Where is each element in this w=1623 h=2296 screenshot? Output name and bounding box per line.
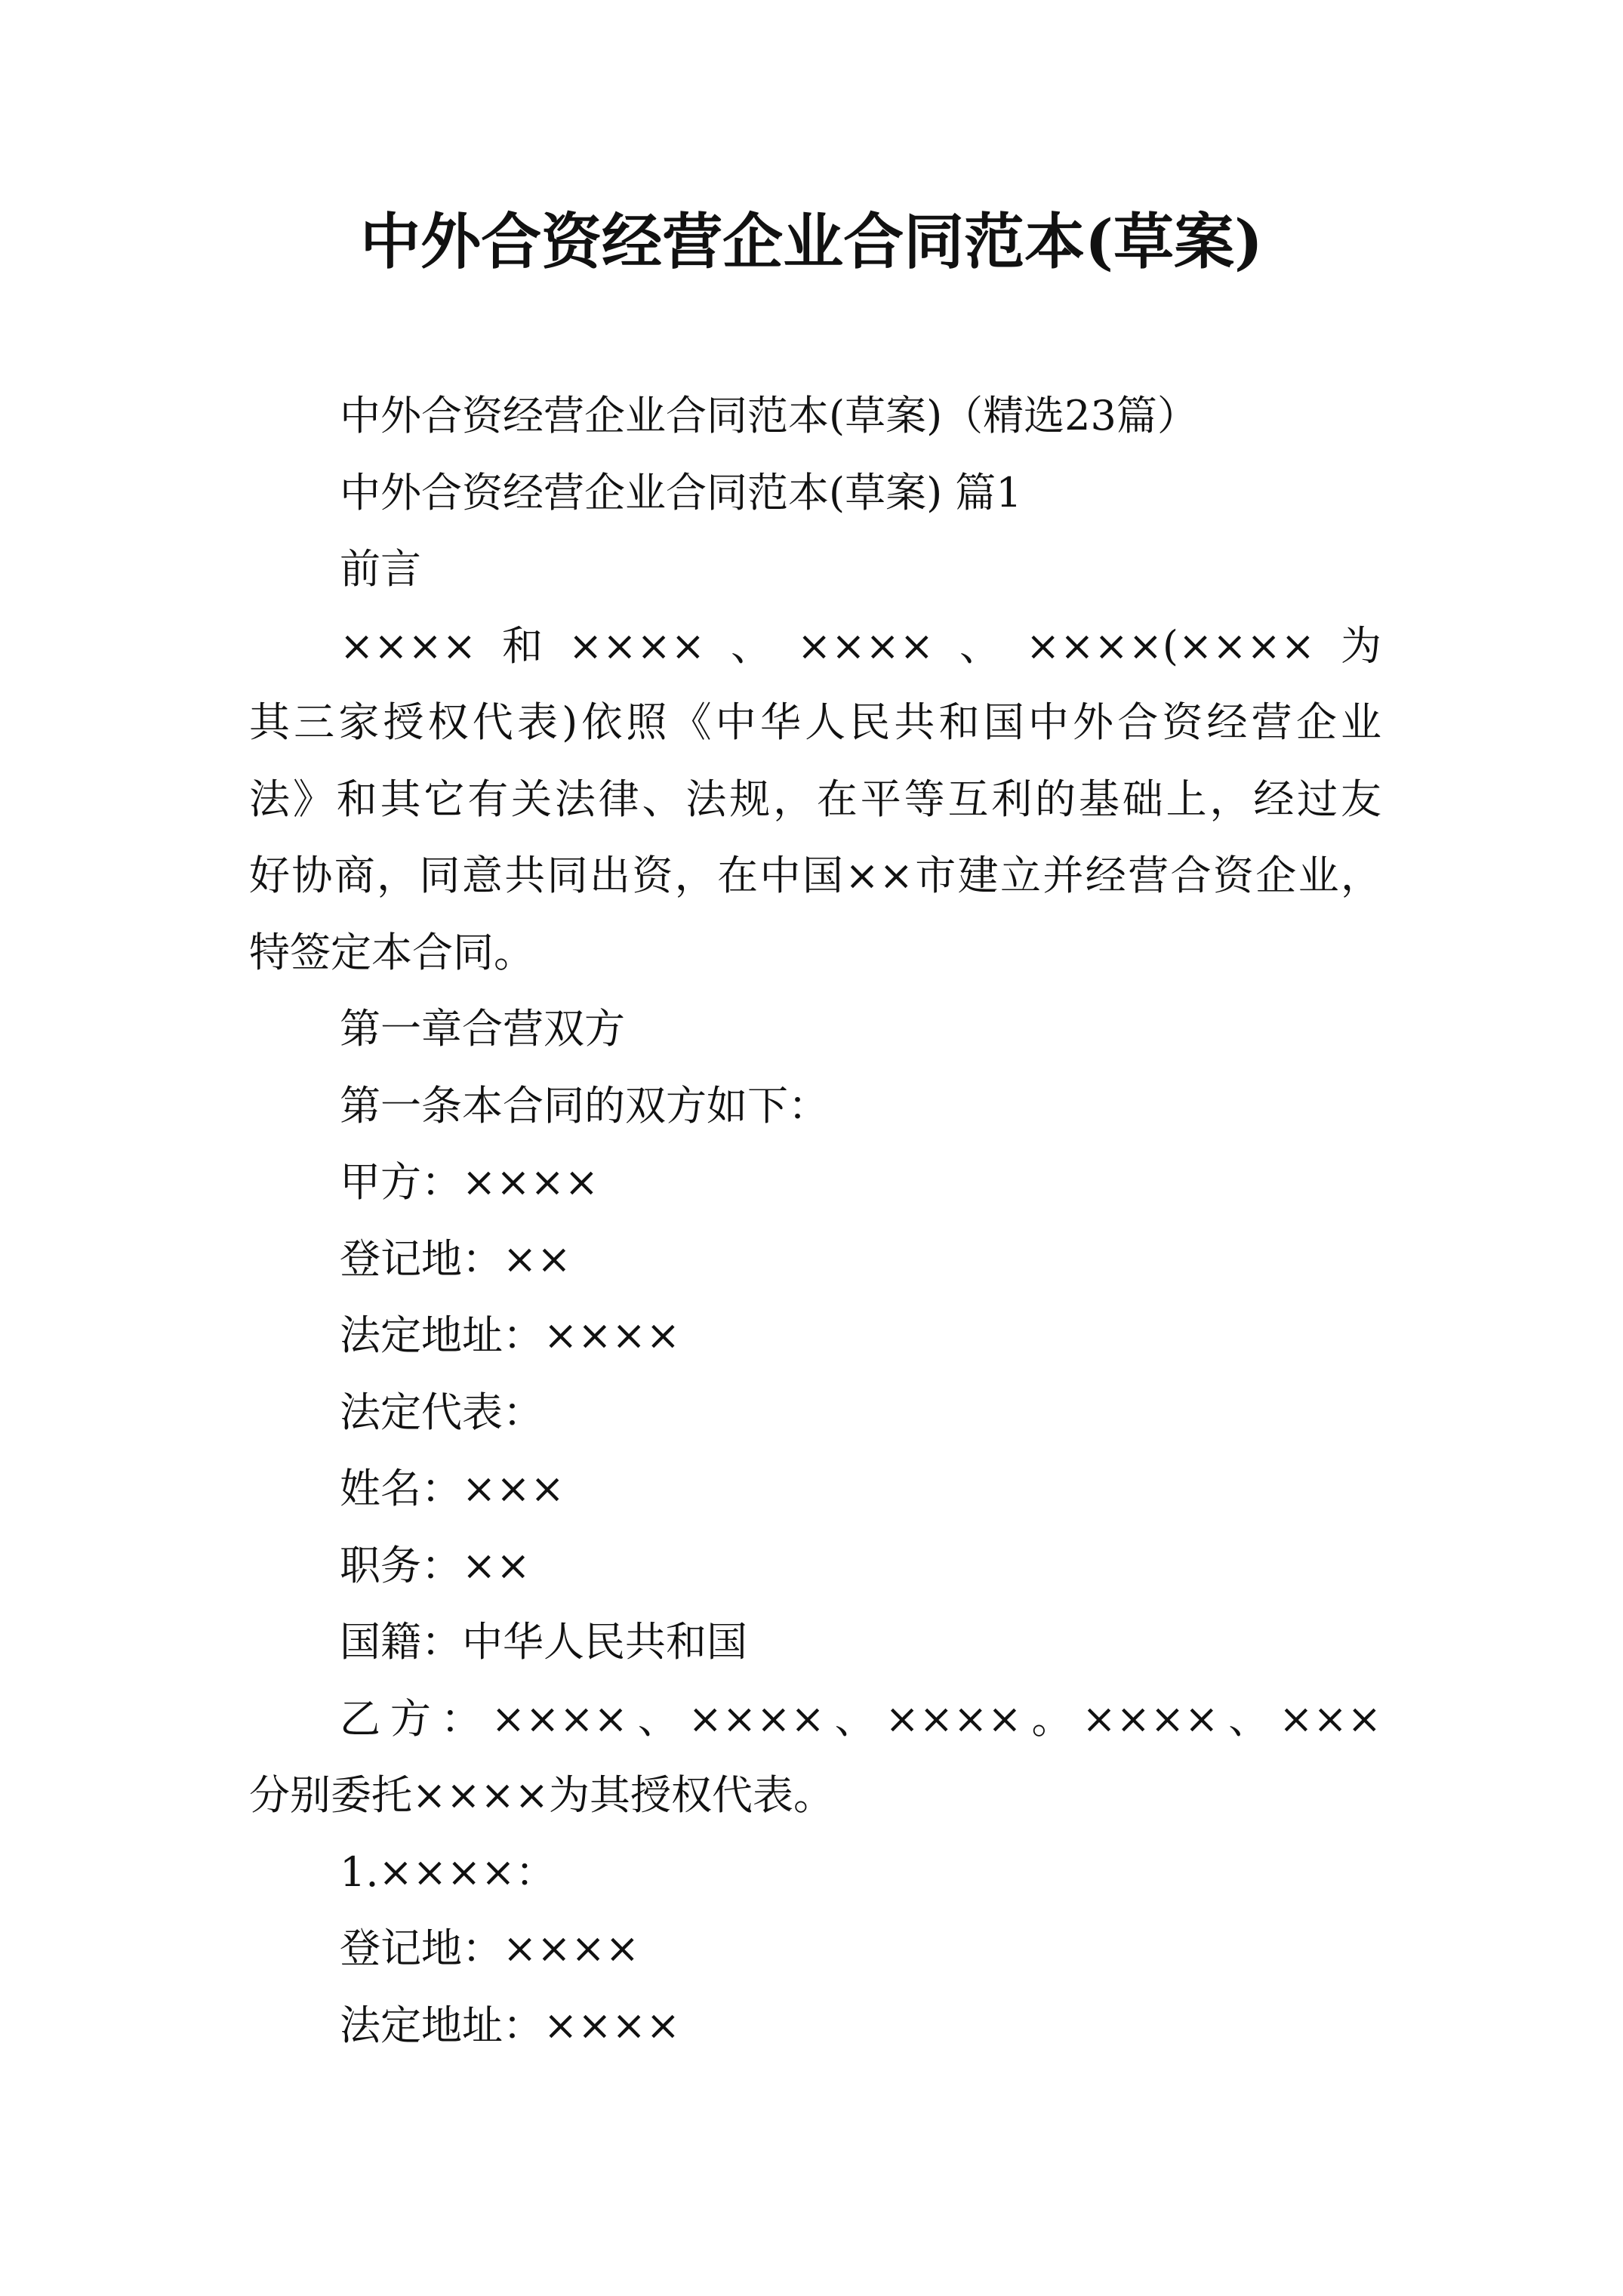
preface-line: 好协商，同意共同出资，在中国××市建立并经营合资企业， [249, 852, 1381, 899]
chapter-heading: 第一章合营双方 [340, 1005, 625, 1052]
party-b-item-address: 法定地址：×××× [340, 2001, 680, 2049]
party-a-representative-label: 法定代表： [340, 1388, 544, 1436]
preface-line: 法》和其它有关法律、法规，在平等互利的基础上，经过友 [249, 775, 1381, 823]
party-b-line: 分别委托××××为其授权代表。 [249, 1771, 834, 1819]
party-a-representative-nationality: 国籍：中华人民共和国 [340, 1618, 747, 1666]
party-a-name: 甲方：×××× [340, 1158, 599, 1206]
party-b-line: 乙方：××××、××××、××××。××××、××× [340, 1694, 1381, 1743]
preface-paragraph [249, 608, 1381, 991]
party-b-item-registration: 登记地：×××× [340, 1925, 639, 1972]
party-a-registration: 登记地：×× [340, 1234, 571, 1283]
party-b-paragraph [249, 1681, 1381, 1834]
party-a-representative-title: 职务：×× [340, 1541, 531, 1589]
preface-line: ××××和××××、××××、××××(××××为 [340, 621, 1381, 670]
party-b-item: 1.××××： [340, 1848, 556, 1896]
article-text: 第一条本合同的双方如下： [340, 1081, 829, 1130]
preface-heading: 前言 [340, 545, 421, 593]
section-heading: 中外合资经营企业合同范本(草案) 篇1 [340, 468, 1022, 516]
document-body [249, 378, 1381, 2063]
party-a-address: 法定地址：×××× [340, 1311, 680, 1359]
party-a-representative-name: 姓名：××× [340, 1465, 565, 1512]
preface-line: 特签定本合同。 [249, 928, 534, 976]
preface-line: 其三家授权代表)依照《中华人民共和国中外合资经营企业 [249, 698, 1381, 746]
document-title: 中外合资经营企业合同范本(草案) [360, 206, 1263, 277]
document-subtitle: 中外合资经营企业合同范本(草案)（精选23篇） [340, 392, 1198, 439]
